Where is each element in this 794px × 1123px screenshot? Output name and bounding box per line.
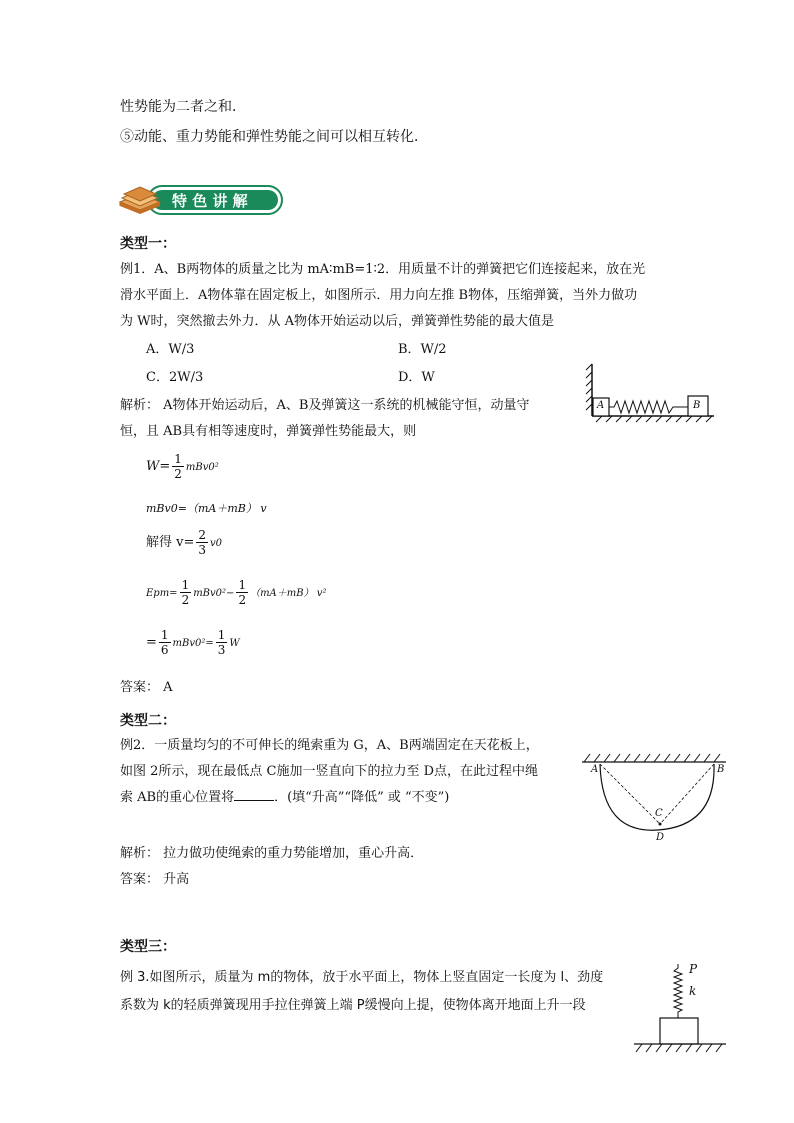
- equation-5: [146, 628, 240, 657]
- eq5-den: 6: [160, 643, 169, 657]
- eq3-left: 解得 v=: [146, 535, 195, 550]
- option-d: D．W: [398, 370, 435, 385]
- type1-solution-line-2: 恒，且 AB具有相等速度时，弹簧弹性势能最大，则: [120, 424, 417, 439]
- fig1-label-b: B: [693, 400, 701, 411]
- type3-question-line-1: 例 3.如图所示，质量为 m的物体，放于水平面上，物体上竖直固定一长度为 l、劲度: [120, 970, 604, 985]
- figure-spring-blocks: [584, 360, 718, 426]
- option-b: B．W/2: [398, 342, 447, 357]
- eq5-num: 1: [160, 628, 169, 642]
- fig2-label-a: A: [591, 764, 599, 775]
- banner-title: 特 色 讲 解: [172, 192, 248, 210]
- option-c: C．2W/3: [146, 370, 204, 385]
- eq5-mid: mBv0²=: [172, 638, 214, 649]
- type3-heading: 类型三：: [120, 939, 176, 955]
- eq1-den: 2: [174, 467, 182, 481]
- eq5-fraction-1: [159, 628, 171, 657]
- eq1-num: 1: [174, 452, 182, 466]
- eq1-left: W=: [146, 459, 171, 474]
- fig2-label-c: C: [655, 808, 663, 819]
- equation-3: [146, 528, 222, 557]
- q3-text-b: ．(填“升高”“降低” 或 “不变”): [274, 790, 450, 805]
- eq1-fraction: [172, 452, 184, 481]
- intro-line-1: 性势能为二者之和．: [120, 99, 246, 115]
- eq5-left: =: [146, 635, 157, 650]
- equation-2: mBv0=（mA＋mB） v: [146, 502, 267, 515]
- eq3-num: 2: [198, 528, 207, 542]
- eq4-fraction-2: $\frac{1}{2}$: [238, 578, 247, 607]
- eq4-right: （mA＋mB） v²: [250, 588, 327, 599]
- equation-4: [146, 578, 326, 607]
- option-a: A．W/3: [146, 342, 195, 357]
- eq5-right: W: [229, 638, 240, 649]
- fig3-label-k: k: [689, 984, 697, 998]
- fig2-label-b: B: [717, 764, 725, 775]
- answer-blank: [234, 788, 274, 801]
- type2-question-line-1: 例2．一质量均匀的不可伸长的绳索重为 G，A、B两端固定在天花板上，: [120, 738, 539, 753]
- eq1-right: mBv0²: [185, 462, 219, 473]
- q3-text-a: 索 AB的重心位置将: [120, 790, 235, 805]
- figure-vertical-spring: [630, 962, 730, 1056]
- eq4-left: Epm=: [146, 588, 178, 599]
- intro-line-2: ⑤动能、重力势能和弹性势能之间可以相互转化．: [120, 129, 428, 145]
- type1-question-line-2: 滑水平面上．A物体靠在固定板上，如图所示．用力向左推 B物体，压缩弹簧，当外力做功: [120, 288, 638, 303]
- eq5-den2: 3: [217, 643, 226, 657]
- eq5-fraction-2: [216, 628, 228, 657]
- type3-question-line-2: 系数为 k的轻质弹簧现用手拉住弹簧上端 P缓慢向上提，使物体离开地面上升一段: [120, 998, 586, 1013]
- eq4-mid: mBv0²−: [193, 588, 235, 599]
- equation-1: [146, 452, 219, 481]
- eq3-fraction: [196, 528, 208, 557]
- eq3-right: v0: [210, 538, 223, 549]
- type1-answer: 答案： A: [120, 680, 173, 695]
- eq3-den: 3: [198, 543, 207, 557]
- type1-question-line-1: 例1．A、B两物体的质量之比为 mA∶mB=1∶2．用质量不计的弹簧把它们连接起来，放在光: [120, 262, 646, 277]
- eq4-fraction-1: $\frac{1}{2}$: [181, 578, 190, 607]
- fig1-label-a: A: [597, 400, 605, 411]
- type2-heading: 类型二：: [120, 713, 176, 729]
- type2-answer: 答案： 升高: [120, 872, 190, 887]
- type1-solution-line-1: 解析： A物体开始运动后，A、B及弹簧这一系统的机械能守恒，动量守: [120, 398, 530, 413]
- fig3-label-p: P: [689, 962, 698, 976]
- type1-question-line-3: 为 W时，突然撤去外力．从 A物体开始运动以后，弹簧弹性势能的最大值是: [120, 314, 555, 329]
- type2-solution: 解析： 拉力做功使绳索的重力势能增加，重心升高．: [120, 846, 424, 861]
- fig2-label-d: D: [656, 832, 665, 843]
- type2-question-line-3: [120, 786, 449, 805]
- section-banner: [118, 180, 286, 220]
- type1-heading: 类型一：: [120, 236, 176, 252]
- figure-rope: [580, 752, 728, 848]
- eq5-num2: 1: [217, 628, 226, 642]
- type2-question-line-2: 如图 2所示，现在最低点 C施加一竖直向下的拉力至 D点，在此过程中绳: [120, 764, 539, 779]
